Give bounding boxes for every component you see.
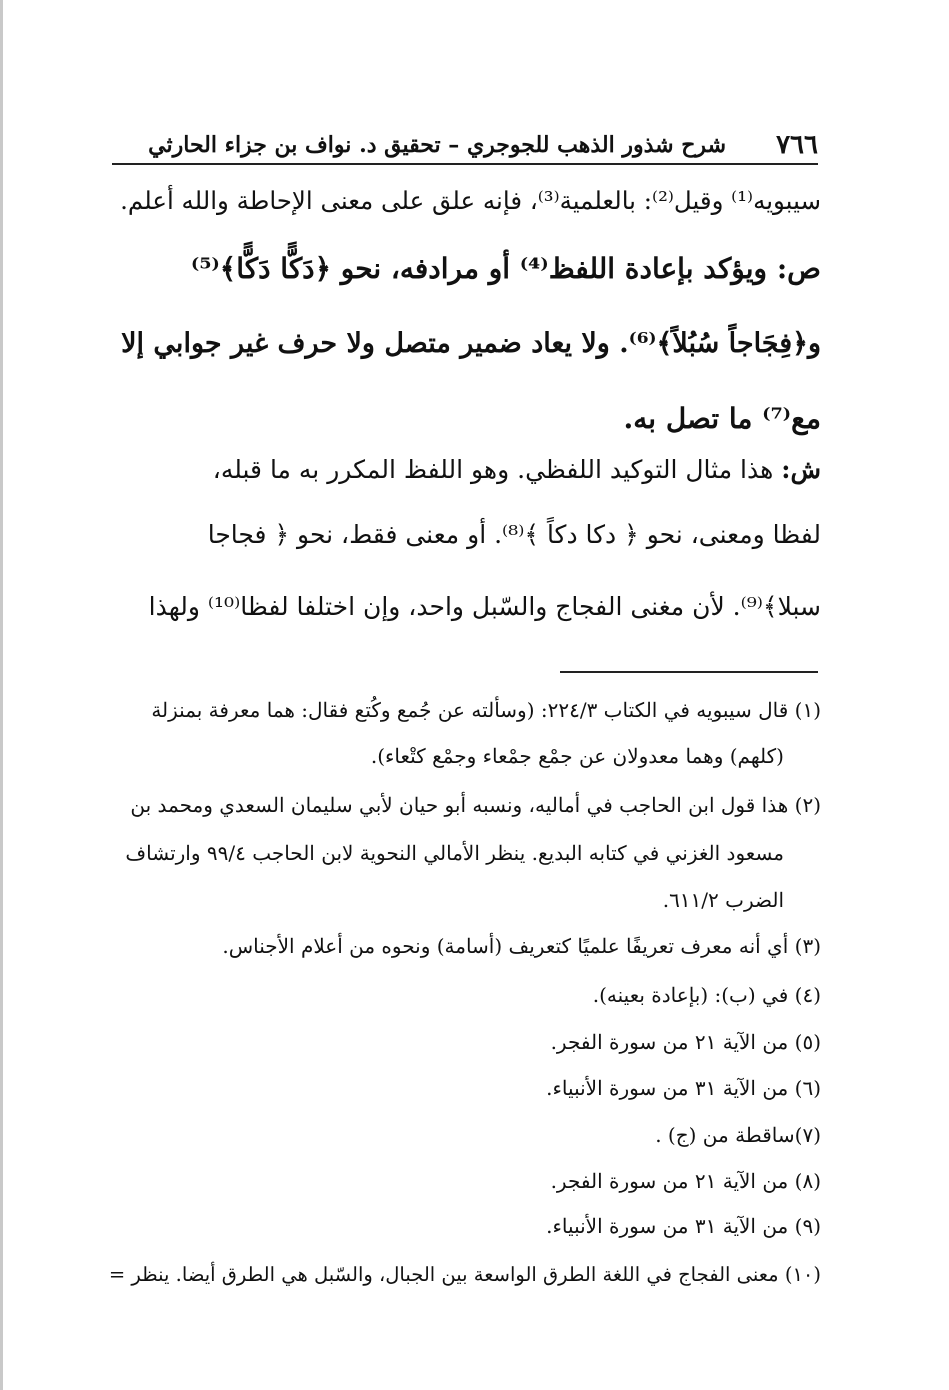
footnote-3: (٣) أي أنه معرف تعريفًا علميًا كتعريف (أسامة) ونحوه من أعلام الأجناس. [222, 934, 821, 958]
sharh-label: ش: [781, 455, 821, 484]
footnote-2-line-2: مسعود الغزني في كتابه البديع. ينظر الأمالي النحوية لابن الحاجب ٩٩/٤ وارتشاف [125, 841, 784, 865]
footnote-8: (٨) من الآية ٢١ من سورة الفجر. [550, 1169, 821, 1193]
page-number: ٧٦٦ [776, 130, 818, 160]
page-edge [0, 0, 3, 1390]
body-line-6: لفظا ومعنى، نحو ﴿ دكا دكاً ﴾⁽⁸⁾. أو معنى فقط، نحو ﴿ فجاجا [207, 520, 821, 549]
body-line-5 [213, 455, 821, 484]
body-line-1: سيبويه⁽¹⁾ وقيل⁽²⁾: بالعلمية⁽³⁾، فإنه علق على معنى الإحاطة والله أعلم. [120, 186, 821, 215]
body-line-4: مع⁽⁷⁾ ما تصل به. [623, 402, 821, 435]
header-rule [112, 163, 818, 165]
matn-label: ص: [776, 252, 821, 285]
footnote-9: (٩) من الآية ٣١ من سورة الأنبياء. [546, 1214, 821, 1238]
footnote-2-line-3: الضرب ٦١١/٢. [662, 888, 784, 912]
footnote-5: (٥) من الآية ٢١ من سورة الفجر. [550, 1030, 821, 1054]
body-line-3: و﴿فِجَاجاً سُبُلاً﴾⁽⁶⁾. ولا يعاد ضمير متصل ولا حرف غير جوابي إلا [121, 328, 821, 359]
footnote-10: (١٠) معنى الفجاج في اللغة الطرق الواسعة بين الجبال، والسّبل هي الطرق أيضا. ينظر = [108, 1263, 821, 1286]
footnote-6: (٦) من الآية ٣١ من سورة الأنبياء. [546, 1076, 821, 1100]
page-header [112, 130, 818, 164]
footnote-1-line-1: (١) قال سيبويه في الكتاب ٢٢٤/٣: (وسألته عن جُمع وكُتع فقال: هما معرفة بمنزلة [151, 698, 821, 722]
body-line-2-text: ويؤكد بإعادة اللفظ⁽⁴⁾ أو مرادفه، نحو ﴿دَكًّا دَكًّا﴾⁽⁵⁾ [190, 252, 768, 285]
footnote-1-line-2: (كلهم) وهما معدولان عن جمْع جمْعاء وجمْع كتْعاء). [370, 744, 784, 768]
body-line-7: سبلا﴾⁽⁹⁾. لأن مغنى الفجاج والسّبل واحد، وإن اختلفا لفظا⁽¹⁰⁾ ولهذا [148, 592, 821, 621]
running-title: شرح شذور الذهب للجوجري – تحقيق د. نواف بن جزاء الحارثي [148, 132, 726, 158]
footnote-7: (٧)ساقطة من (ج) . [655, 1123, 821, 1147]
body-line-2 [191, 252, 821, 285]
footnote-rule [560, 671, 818, 673]
footnote-4: (٤) في (ب): (بإعادة بعينه). [592, 983, 821, 1007]
footnote-2-line-1: (٢) هذا قول ابن الحاجب في أماليه، ونسبه أبو حيان لأبي سليمان السعدي ومحمد بن [130, 793, 821, 817]
body-line-5-text: هذا مثال التوكيد اللفظي. وهو اللفظ المكرر به ما قبله، [212, 455, 774, 484]
